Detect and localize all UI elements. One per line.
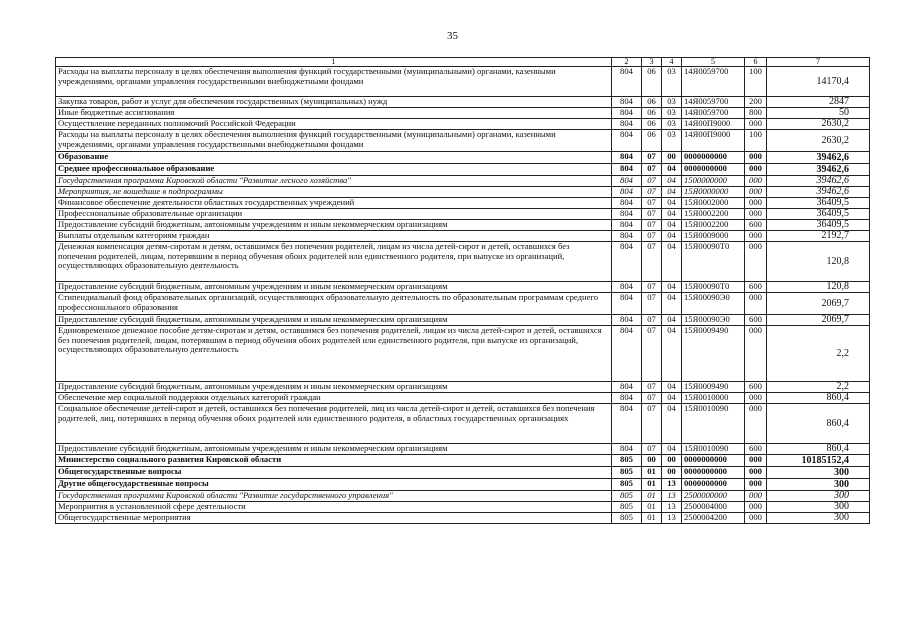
table-row	[56, 198, 870, 209]
line-item-name: Министерство социального развития Кировской области	[56, 455, 612, 467]
column-header: 5	[682, 58, 745, 67]
expense-type-code: 100	[745, 130, 767, 152]
expense-type-code: 600	[745, 282, 767, 293]
ministry-code: 804	[612, 220, 642, 231]
line-item-name: Финансовое обеспечение деятельности областных государственных учреждений	[56, 198, 612, 209]
subsection-code: 04	[662, 293, 682, 315]
subsection-code: 03	[662, 119, 682, 130]
ministry-code: 805	[612, 455, 642, 467]
subsection-code: 04	[662, 315, 682, 326]
amount: 36409,5	[767, 198, 870, 209]
table-row	[56, 491, 870, 502]
line-item-name: Предоставление субсидий бюджетным, автономным учреждениям и иным некоммерческим организациям	[56, 282, 612, 293]
line-item-name: Предоставление субсидий бюджетным, автономным учреждениям и иным некоммерческим организациям	[56, 220, 612, 231]
target-article-code: 14Я0059700	[682, 97, 745, 108]
expense-type-code: 600	[745, 220, 767, 231]
ministry-code: 804	[612, 164, 642, 176]
column-header: 6	[745, 58, 767, 67]
ministry-code: 804	[612, 67, 642, 97]
expense-type-code: 100	[745, 67, 767, 97]
expense-type-code: 200	[745, 97, 767, 108]
table-row	[56, 220, 870, 231]
amount: 39462,6	[767, 176, 870, 187]
section-code: 06	[642, 108, 662, 119]
ministry-code: 804	[612, 242, 642, 282]
amount: 39462,6	[767, 187, 870, 198]
ministry-code: 805	[612, 491, 642, 502]
amount: 860,4	[767, 393, 870, 404]
expense-type-code: 000	[745, 393, 767, 404]
section-code: 01	[642, 502, 662, 513]
line-item-name: Социальное обеспечение детей-сирот и детей, оставшихся без попечения родителей, лиц из числа детей-сирот и детей, оставшихся без попечения родителей, лиц, потерявших в период обучения обоих родителей или единственного родителя, в областных государственных организациях	[56, 404, 612, 444]
line-item-name: Предоставление субсидий бюджетным, автономным учреждениям и иным некоммерческим организациям	[56, 382, 612, 393]
ministry-code: 804	[612, 231, 642, 242]
target-article-code: 0000000000	[682, 152, 745, 164]
table-row	[56, 513, 870, 524]
target-article-code: 15Я0009490	[682, 382, 745, 393]
target-article-code: 15Я0010090	[682, 444, 745, 455]
column-header: 2	[612, 58, 642, 67]
target-article-code: 14Я00П9000	[682, 130, 745, 152]
column-header: 4	[662, 58, 682, 67]
amount: 120,8	[767, 242, 870, 282]
subsection-code: 04	[662, 282, 682, 293]
target-article-code: 2500000000	[682, 491, 745, 502]
line-item-name: Государственная программа Кировской области "Развитие государственного управления"	[56, 491, 612, 502]
line-item-name: Профессиональные образовательные организации	[56, 209, 612, 220]
expense-type-code: 000	[745, 152, 767, 164]
ministry-code: 804	[612, 108, 642, 119]
section-code: 07	[642, 382, 662, 393]
line-item-name: Общегосударственные мероприятия	[56, 513, 612, 524]
target-article-code: 1500000000	[682, 176, 745, 187]
section-code: 01	[642, 467, 662, 479]
expense-type-code: 600	[745, 315, 767, 326]
target-article-code: 15Я0002200	[682, 220, 745, 231]
ministry-code: 804	[612, 393, 642, 404]
subsection-code: 04	[662, 326, 682, 382]
amount: 36409,5	[767, 209, 870, 220]
subsection-code: 04	[662, 164, 682, 176]
line-item-name: Образование	[56, 152, 612, 164]
expense-type-code: 000	[745, 502, 767, 513]
subsection-code: 04	[662, 404, 682, 444]
subsection-code: 04	[662, 382, 682, 393]
line-item-name: Мероприятия в установленной сфере деятельности	[56, 502, 612, 513]
target-article-code: 15Я0000000	[682, 187, 745, 198]
ministry-code: 804	[612, 404, 642, 444]
table-header-row	[56, 58, 870, 67]
subsection-code: 13	[662, 491, 682, 502]
amount: 860,4	[767, 404, 870, 444]
expense-type-code: 000	[745, 231, 767, 242]
ministry-code: 804	[612, 315, 642, 326]
expense-type-code: 600	[745, 444, 767, 455]
section-code: 07	[642, 220, 662, 231]
table-row	[56, 97, 870, 108]
ministry-code: 804	[612, 382, 642, 393]
subsection-code: 13	[662, 479, 682, 491]
expense-type-code: 600	[745, 382, 767, 393]
section-code: 01	[642, 491, 662, 502]
amount: 2630,2	[767, 119, 870, 130]
amount: 120,8	[767, 282, 870, 293]
section-code: 07	[642, 209, 662, 220]
expense-type-code: 000	[745, 119, 767, 130]
target-article-code: 2500004000	[682, 502, 745, 513]
table-row	[56, 130, 870, 152]
expense-type-code: 000	[745, 326, 767, 382]
ministry-code: 805	[612, 467, 642, 479]
expense-type-code: 800	[745, 108, 767, 119]
line-item-name: Закупка товаров, работ и услуг для обеспечения государственных (муниципальных) нужд	[56, 97, 612, 108]
line-item-name: Расходы на выплаты персоналу в целях обеспечения выполнения функций государственными (муниципальными) органами, казенными учреждениями, органами управления государственными внебюджетными фондами	[56, 67, 612, 97]
ministry-code: 804	[612, 130, 642, 152]
line-item-name: Предоставление субсидий бюджетным, автономным учреждениям и иным некоммерческим организациям	[56, 315, 612, 326]
table-row	[56, 282, 870, 293]
line-item-name: Общегосударственные вопросы	[56, 467, 612, 479]
amount: 300	[767, 502, 870, 513]
line-item-name: Государственная программа Кировской области "Развитие лесного хозяйства"	[56, 176, 612, 187]
amount: 39462,6	[767, 164, 870, 176]
line-item-name: Иные бюджетные ассигнования	[56, 108, 612, 119]
line-item-name: Выплаты отдельным категориям граждан	[56, 231, 612, 242]
line-item-name: Расходы на выплаты персоналу в целях обеспечения выполнения функций государственными (муниципальными) органами, казенными учреждениями, органами управления государственными внебюджетными фондами	[56, 130, 612, 152]
amount: 300	[767, 513, 870, 524]
expense-type-code: 000	[745, 479, 767, 491]
line-item-name: Среднее профессиональное образование	[56, 164, 612, 176]
table-row	[56, 119, 870, 130]
ministry-code: 804	[612, 97, 642, 108]
section-code: 06	[642, 97, 662, 108]
table-row	[56, 382, 870, 393]
amount: 300	[767, 479, 870, 491]
expense-type-code: 000	[745, 513, 767, 524]
amount: 2192,7	[767, 231, 870, 242]
ministry-code: 804	[612, 198, 642, 209]
target-article-code: 2500004200	[682, 513, 745, 524]
column-header: 7	[767, 58, 870, 67]
column-header: 3	[642, 58, 662, 67]
expense-type-code: 000	[745, 455, 767, 467]
target-article-code: 0000000000	[682, 479, 745, 491]
target-article-code: 0000000000	[682, 455, 745, 467]
line-item-name: Осуществление переданных полномочий Российской Федерации	[56, 119, 612, 130]
expense-type-code: 000	[745, 176, 767, 187]
target-article-code: 15Я00090Э0	[682, 293, 745, 315]
subsection-code: 03	[662, 97, 682, 108]
table-row	[56, 326, 870, 382]
section-code: 07	[642, 176, 662, 187]
table-row	[56, 393, 870, 404]
subsection-code: 04	[662, 231, 682, 242]
target-article-code: 15Я00090Т0	[682, 242, 745, 282]
table-row	[56, 187, 870, 198]
section-code: 06	[642, 67, 662, 97]
amount: 36409,5	[767, 220, 870, 231]
amount: 2,2	[767, 326, 870, 382]
table-row	[56, 467, 870, 479]
section-code: 00	[642, 455, 662, 467]
section-code: 07	[642, 326, 662, 382]
ministry-code: 804	[612, 326, 642, 382]
table-row	[56, 108, 870, 119]
subsection-code: 00	[662, 467, 682, 479]
expense-type-code: 000	[745, 491, 767, 502]
table-row	[56, 404, 870, 444]
target-article-code: 0000000000	[682, 467, 745, 479]
subsection-code: 04	[662, 209, 682, 220]
ministry-code: 804	[612, 119, 642, 130]
subsection-code: 13	[662, 502, 682, 513]
line-item-name: Мероприятия, не вошедшие в подпрограммы	[56, 187, 612, 198]
column-header: 1	[56, 58, 612, 67]
ministry-code: 804	[612, 282, 642, 293]
line-item-name: Денежная компенсация детям-сиротам и детям, оставшимся без попечения родителей, лицам из числа детей-сирот и детей, оставшихся без попечения родителей, лицам, потерявшим в период обучения обоих родителей или единственного родителя, при выпуске из организаций, осуществляющих образовательную деятельность	[56, 242, 612, 282]
target-article-code: 0000000000	[682, 164, 745, 176]
amount: 860,4	[767, 444, 870, 455]
amount: 300	[767, 467, 870, 479]
section-code: 07	[642, 198, 662, 209]
ministry-code: 804	[612, 176, 642, 187]
section-code: 07	[642, 315, 662, 326]
target-article-code: 15Я00090Т0	[682, 282, 745, 293]
section-code: 07	[642, 231, 662, 242]
subsection-code: 04	[662, 220, 682, 231]
ministry-code: 804	[612, 209, 642, 220]
expense-type-code: 000	[745, 467, 767, 479]
table-row	[56, 164, 870, 176]
section-code: 07	[642, 293, 662, 315]
subsection-code: 00	[662, 455, 682, 467]
ministry-code: 804	[612, 187, 642, 198]
amount: 2069,7	[767, 293, 870, 315]
ministry-code: 805	[612, 513, 642, 524]
table-row	[56, 502, 870, 513]
target-article-code: 14Я0059700	[682, 108, 745, 119]
amount: 2630,2	[767, 130, 870, 152]
target-article-code: 15Я00090Э0	[682, 315, 745, 326]
expense-type-code: 000	[745, 242, 767, 282]
target-article-code: 15Я0010000	[682, 393, 745, 404]
ministry-code: 805	[612, 479, 642, 491]
ministry-code: 804	[612, 444, 642, 455]
table-row	[56, 444, 870, 455]
section-code: 01	[642, 479, 662, 491]
ministry-code: 804	[612, 152, 642, 164]
section-code: 07	[642, 404, 662, 444]
subsection-code: 04	[662, 393, 682, 404]
target-article-code: 15Я0009000	[682, 231, 745, 242]
line-item-name: Единовременное денежное пособие детям-сиротам и детям, оставшимся без попечения родителей, лицам из числа детей-сирот и детей, оставшихся без попечения родителей, лицам, потерявшим в период обучения обоих родителей или единственного родителя, при выпуске из организаций, осуществляющих образовательную деятельность	[56, 326, 612, 382]
expense-type-code: 000	[745, 404, 767, 444]
amount: 2847	[767, 97, 870, 108]
table-row	[56, 242, 870, 282]
section-code: 07	[642, 282, 662, 293]
section-code: 01	[642, 513, 662, 524]
target-article-code: 15Я0010090	[682, 404, 745, 444]
subsection-code: 00	[662, 152, 682, 164]
expense-type-code: 000	[745, 293, 767, 315]
table-row	[56, 293, 870, 315]
table-row	[56, 315, 870, 326]
section-code: 07	[642, 393, 662, 404]
target-article-code: 14Я0059700	[682, 67, 745, 97]
line-item-name: Другие общегосударственные вопросы	[56, 479, 612, 491]
subsection-code: 04	[662, 176, 682, 187]
section-code: 07	[642, 444, 662, 455]
subsection-code: 03	[662, 67, 682, 97]
page-number: 35	[447, 30, 458, 42]
amount: 14170,4	[767, 67, 870, 97]
section-code: 07	[642, 164, 662, 176]
section-code: 07	[642, 242, 662, 282]
amount: 2069,7	[767, 315, 870, 326]
amount: 10185152,4	[767, 455, 870, 467]
target-article-code: 15Я0009490	[682, 326, 745, 382]
subsection-code: 04	[662, 187, 682, 198]
ministry-code: 804	[612, 293, 642, 315]
amount: 39462,6	[767, 152, 870, 164]
amount: 50	[767, 108, 870, 119]
table-row	[56, 479, 870, 491]
subsection-code: 03	[662, 108, 682, 119]
target-article-code: 15Я0002000	[682, 198, 745, 209]
subsection-code: 13	[662, 513, 682, 524]
line-item-name: Обеспечение мер социальной поддержки отдельных категорий граждан	[56, 393, 612, 404]
subsection-code: 03	[662, 130, 682, 152]
expense-type-code: 000	[745, 187, 767, 198]
section-code: 06	[642, 119, 662, 130]
budget-table	[55, 57, 870, 524]
table-row	[56, 209, 870, 220]
table-row	[56, 67, 870, 97]
subsection-code: 04	[662, 444, 682, 455]
subsection-code: 04	[662, 242, 682, 282]
table-row	[56, 152, 870, 164]
section-code: 07	[642, 152, 662, 164]
amount: 2,2	[767, 382, 870, 393]
table-row	[56, 176, 870, 187]
expense-type-code: 000	[745, 164, 767, 176]
expense-type-code: 000	[745, 198, 767, 209]
line-item-name: Стипендиальный фонд образовательных организаций, осуществляющих образовательную деятельность по образовательным программам среднего профессионального образования	[56, 293, 612, 315]
ministry-code: 805	[612, 502, 642, 513]
section-code: 06	[642, 130, 662, 152]
line-item-name: Предоставление субсидий бюджетным, автономным учреждениям и иным некоммерческим организациям	[56, 444, 612, 455]
amount: 300	[767, 491, 870, 502]
target-article-code: 14Я00П9000	[682, 119, 745, 130]
subsection-code: 04	[662, 198, 682, 209]
expense-type-code: 000	[745, 209, 767, 220]
table-row	[56, 231, 870, 242]
target-article-code: 15Я0002200	[682, 209, 745, 220]
table-row	[56, 455, 870, 467]
section-code: 07	[642, 187, 662, 198]
